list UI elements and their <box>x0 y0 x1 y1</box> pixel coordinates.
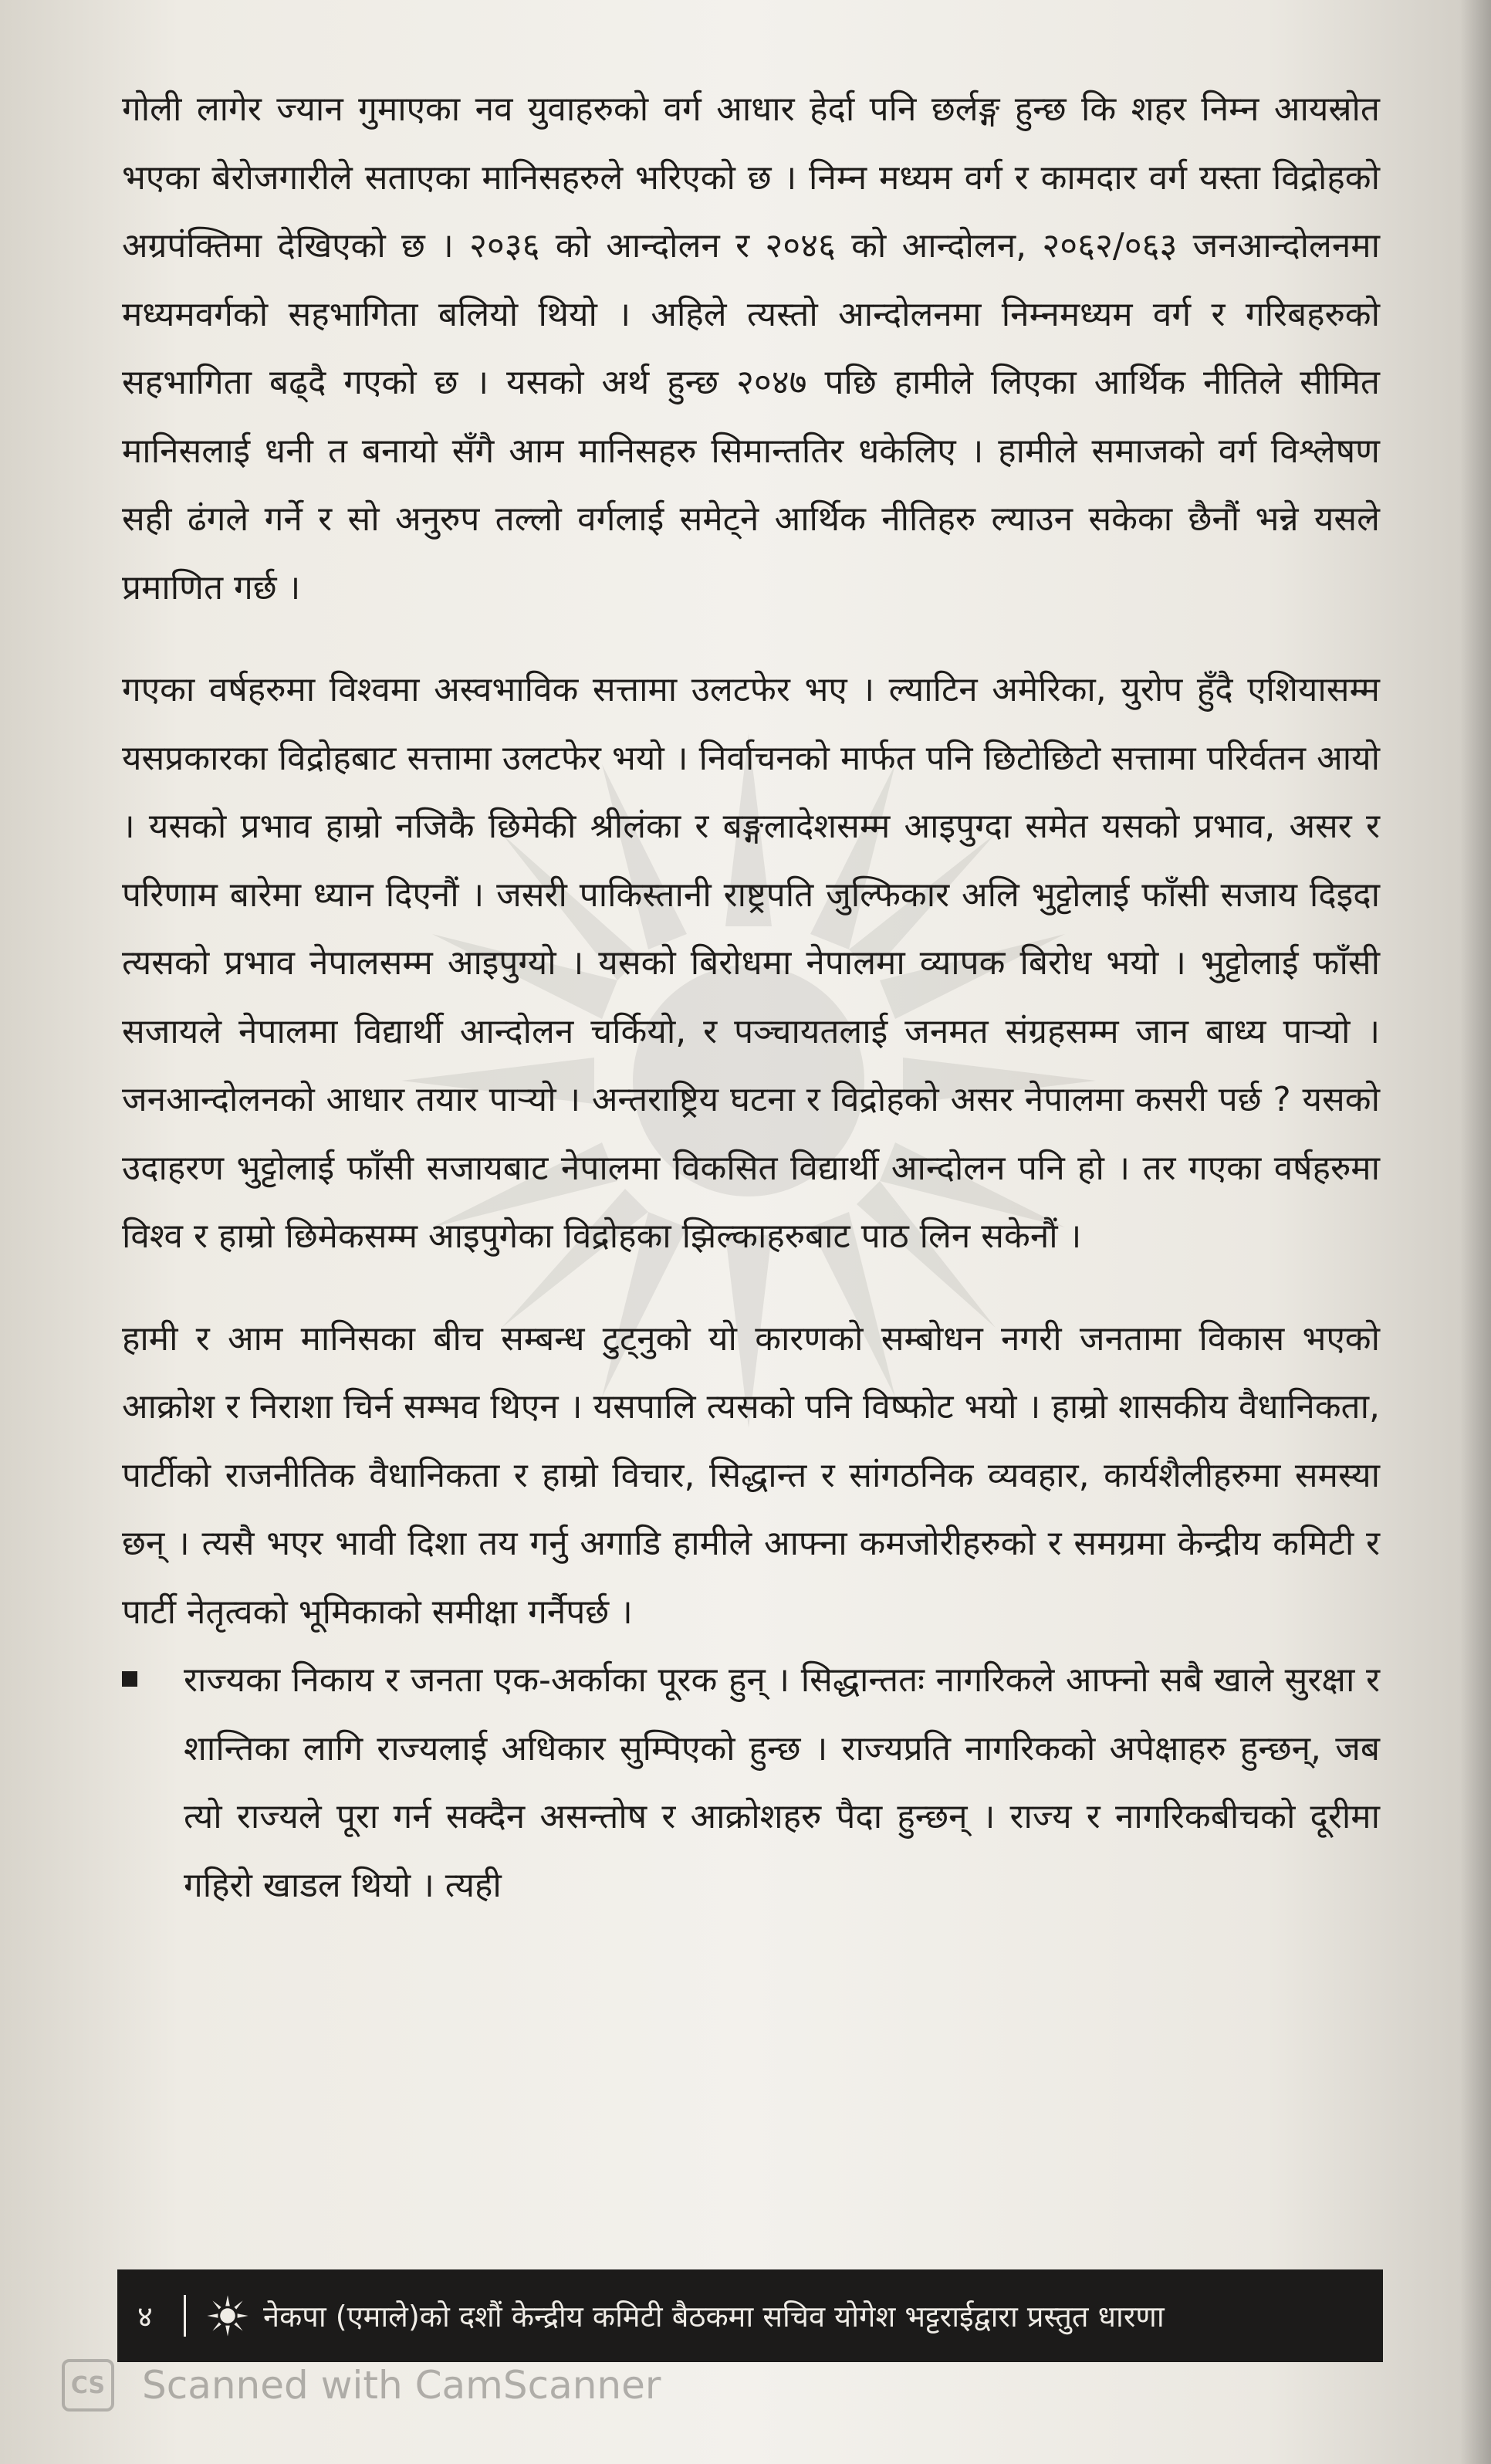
footer-title: नेकपा (एमाले)को दशौं केन्द्रीय कमिटी बैठकमा सचिव योगेश भट्टराईद्वारा प्रस्तुत धारणा <box>263 2300 1165 2334</box>
bullet-text: राज्यका निकाय र जनता एक-अर्काका पूरक हुन् । सिद्धान्ततः नागरिकले आफ्नो सबै खाले सुरक्षा र शान्तिका लागि राज्यलाई अधिकार सुम्पिएको हुन्छ । राज्यप्रति नागरिकको अपेक्षाहरु हुन्छन्, जब त्यो राज्यले पूरा गर्न सक्दैन असन्तोष र आक्रोशहरु पैदा हुन्छन् । राज्य र नागरिकबीचको दूरीमा गहिरो खाडल थियो । त्यही <box>184 1660 1380 1905</box>
sun-emblem-icon <box>206 2294 249 2337</box>
page-number: ४ <box>137 2300 153 2334</box>
scanner-text: Scanned with CamScanner <box>142 2363 661 2408</box>
body-text <box>122 76 1380 1920</box>
footer-divider <box>184 2295 186 2337</box>
page-footer <box>117 2269 1383 2362</box>
paragraph: हामी र आम मानिसका बीच सम्बन्ध टुट्नुको यो कारणको सम्बोधन नगरी जनतामा विकास भएको आक्रोश र निराशा चिर्न सम्भव थिएन । यसपालि त्यसको पनि विष्फोट भयो । हाम्रो शासकीय वैधानिकता, पार्टीको राजनीतिक वैधानिकता र हाम्रो विचार, सिद्धान्त र सांगठनिक व्यवहार, कार्यशैलीहरुमा समस्या छन् । त्यसै भएर भावी दिशा तय गर्नु अगाडि हामीले आफ्ना कमजोरीहरुको र समग्रमा केन्द्रीय कमिटी र पार्टी नेतृत्वको भूमिकाको समीक्षा गर्नैपर्छ । <box>122 1318 1380 1632</box>
paragraph: गोली लागेर ज्यान गुमाएका नव युवाहरुको वर्ग आधार हेर्दा पनि छर्लङ्ग हुन्छ कि शहर निम्न आयस्रोत भएका बेरोजगारीले सताएका मानिसहरुले भरिएको छ । निम्न मध्यम वर्ग र कामदार वर्ग यस्ता विद्रोहको अग्रपंक्तिमा देखिएको छ । २०३६ को आन्दोलन र २०४६ को आन्दोलन, २०६२/०६३ जनआन्दोलनमा मध्यमवर्गको सहभागिता बलियो थियो । अहिले त्यस्तो आन्दोलनमा निम्नमध्यम वर्ग र गरिबहरुको सहभागिता बढ्दै गएको छ । यसको अर्थ हुन्छ २०४७ पछि हामीले लिएका आर्थिक नीतिले सीमित मानिसलाई धनी त बनायो सँगै आम मानिसहरु सिमान्ततिर धकेलिए । हामीले समाजको वर्ग विश्लेषण सही ढंगले गर्ने र सो अनुरुप तल्लो वर्गलाई समेट्ने आर्थिक नीतिहरु ल्याउन सकेका छैनौं भन्ने यसले प्रमाणित गर्छ । <box>122 90 1380 608</box>
scanner-watermark <box>62 2358 661 2412</box>
paragraph: गएका वर्षहरुमा विश्वमा अस्वभाविक सत्तामा उलटफेर भए । ल्याटिन अमेरिका, युरोप हुँदै एशियासम्म यसप्रकारका विद्रोहबाट सत्तामा उलटफेर भयो । निर्वाचनको मार्फत पनि छिटोछिटो सत्तामा परिर्वतन आयो । यसको प्रभाव हाम्रो नजिकै छिमेकी श्रीलंका र बङ्गलादेशसम्म आइपुग्दा समेत यसको प्रभाव, असर र परिणाम बारेमा ध्यान दिएनौं । जसरी पाकिस्तानी राष्ट्रपति जुल्फिकार अलि भुट्टोलाई फाँसी सजाय दिइदा त्यसको प्रभाव नेपालसम्म आइपुग्यो । यसको बिरोधमा नेपालमा व्यापक बिरोध भयो । भुट्टोलाई फाँसी सजायले नेपालमा विद्यार्थी आन्दोलन चर्कियो, र पञ्चायतलाई जनमत संग्रहसम्म जान बाध्य पाऱ्यो । जनआन्दोलनको आधार तयार पाऱ्यो । अन्तराष्ट्रिय घटना र विद्रोहको असर नेपालमा कसरी पर्छ ? यसको उदाहरण भुट्टोलाई फाँसी सजायबाट नेपालमा विकसित विद्यार्थी आन्दोलन पनि हो । तर गएका वर्षहरुमा विश्व र हाम्रो छिमेकसम्म आइपुगेका विद्रोहका झिल्काहरुबाट पाठ लिन सकेनौं । <box>122 670 1380 1256</box>
bullet-list-item <box>122 1647 1380 1920</box>
square-bullet-icon <box>122 1671 137 1687</box>
camscanner-logo: CS <box>62 2359 114 2412</box>
